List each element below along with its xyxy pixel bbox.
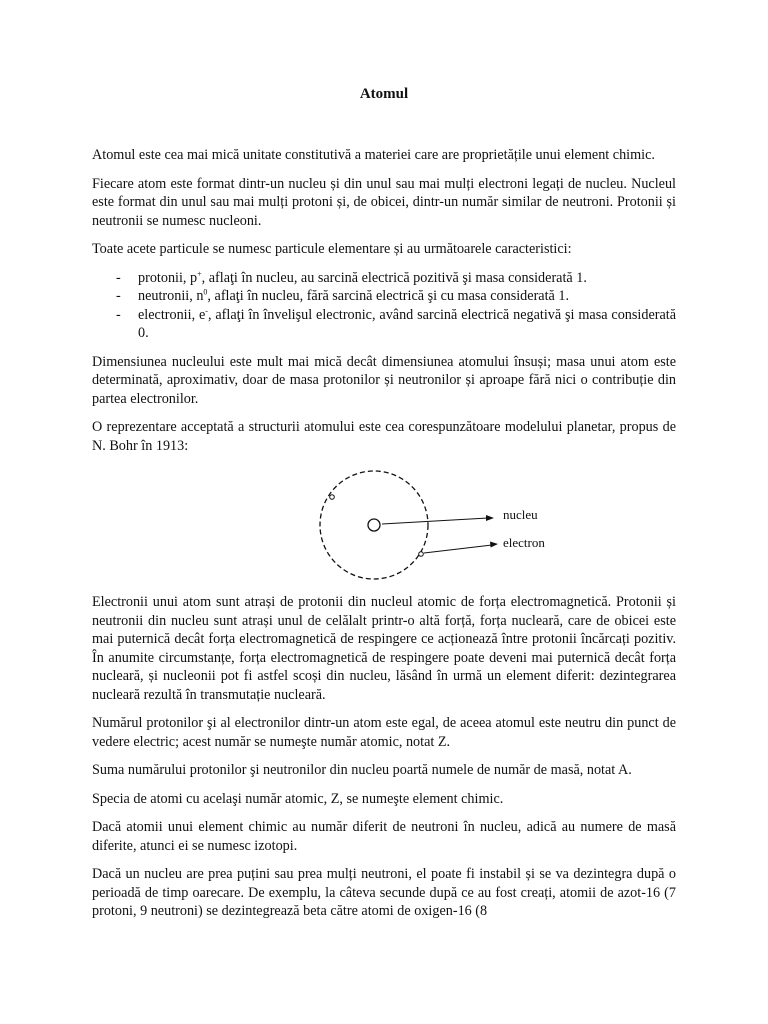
- particles-list: [92, 269, 676, 343]
- paragraph-atomic-number: Numărul protonilor şi al electronilor dintr-un atom este egal, de aceea atomul este neutru din punct de vedere electric; acest număr se numeşte număr atomic, notat Z.: [92, 715, 676, 750]
- paragraph-chemical-element: Specia de atomi cu acelaşi număr atomic, Z, se numeşte element chimic.: [92, 790, 504, 807]
- nucleus-label: nucleu: [503, 507, 538, 522]
- page-title: Atomul: [359, 86, 409, 102]
- nucleus-circle: [368, 519, 380, 531]
- document-page: [92, 84, 676, 931]
- paragraph-particles-intro: Toate acete particule se numesc particule elementare și au următoarele caracteristici:: [92, 241, 572, 257]
- electron-arrow: [424, 545, 492, 553]
- paragraph-decay: Dacă un nucleu are prea puțini sau prea mulți neutroni, el poate fi instabil și se va dezintegra după o perioadă de timp oarecare. De exemplu, la câteva secunde după ce au fost creați, atomii de azot-16 (7 protoni, 9 neutroni) se dezintegrează beta către atomi de oxigen-16 (8: [92, 866, 676, 919]
- list-item-protons: - protonii, p+, aflaţi în nucleu, au sarcină electrică pozitivă şi masa considerată 1.: [92, 269, 676, 288]
- paragraph-isotopes: Dacă atomii unui element chimic au număr diferit de neutroni în nucleu, adică au numere de masă diferite, atunci ei se numesc izotopi.: [92, 819, 676, 854]
- list-item-neutrons: - neutronii, $n^0$, aflaţi în nucleu, fără sarcină electrică şi cu masa considerată 1.: [92, 287, 676, 306]
- atom-diagram-svg: [92, 465, 676, 581]
- electron-dot-bottom: [419, 552, 424, 557]
- paragraph-composition: Fiecare atom este format dintr-un nucleu și din unul sau mai mulți electroni legați de nucleu. Nucleul este format din unul sau mai mulți protoni și, de obicei, dintr-un număr similar de neutroni. Protonii și neutronii se numesc nucleoni.: [92, 175, 676, 229]
- nucleus-arrow: [382, 518, 488, 524]
- electron-dot-top: [330, 495, 335, 500]
- list-item-electrons: - electronii, e-, aflaţi în învelişul electronic, având sarcină electrică negativă şi masa considerată 0.: [92, 306, 676, 343]
- electron-arrowhead: [490, 542, 498, 548]
- electron-label: electron: [503, 535, 545, 550]
- nucleus-arrowhead: [486, 515, 494, 521]
- paragraph-mass-number: Suma numărului protonilor şi neutronilor din nucleu poartă numele de număr de masă, notat A.: [92, 762, 632, 778]
- bohr-atom-diagram: [92, 465, 676, 581]
- paragraph-nucleus-size: Dimensiunea nucleului este mult mai mică decât dimensiunea atomului însuși; masa unui atom este determinată, aproximativ, doar de masa protonilor și neutronilor și aproape fără nici o contribuție din partea electronilor.: [92, 353, 676, 407]
- paragraph-definition: Atomul este cea mai mică unitate constitutivă a materiei care are proprietățile unui element chimic.: [92, 147, 655, 163]
- paragraph-forces: Electronii unui atom sunt atrași de protonii din nucleul atomic de forța electromagnetică. Protonii și neutronii din nucleu sunt atrași unul de celălalt printr-o altă forță, forța nucleară, care de obicei este mai puternică decât forța electromagnetică de respingere ce acționează între protonii încărcați pozitiv. În anumite circumstanțe, forța electromagnetică de respingere poate deveni mai puternică decât forța nucleară, și nucleonii pot fi astfel scoși din nucleu, lăsând în urmă un element diferit: dezintegrarea nucleară rezultă în transmutație nucleară.: [92, 594, 676, 703]
- paragraph-bohr-model: O reprezentare acceptată a structurii atomului este cea corespunzătoare modelului planetar, propus de N. Bohr în 1913:: [92, 419, 676, 454]
